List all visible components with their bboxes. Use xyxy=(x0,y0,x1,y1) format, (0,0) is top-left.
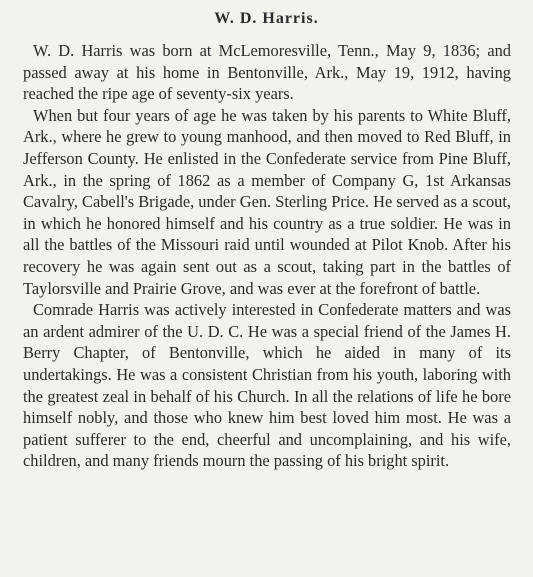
article-body xyxy=(23,40,511,472)
article-title: W. D. Harris. xyxy=(214,10,319,27)
paragraph-birth-death: W. D. Harris was born at McLemoresville, Tenn., May 9, 1836; and passed away at his home in Bentonville, Ark., May 19, 1912, having reached the ripe age of seventy-six years. xyxy=(23,41,511,104)
paragraph-character: Comrade Harris was actively interested in Confederate matters and was an ardent admirer of the U. D. C. He was a special friend of the James H. Berry Chapter, of Bentonville, which he aided in many of its undertakings. He was a consistent Christian from his youth, laboring with the greatest zeal in behalf of his Church. In all the relations of life he bore himself nobly, and those who knew him best loved him most. He was a patient sufferer to the end, cheerful and uncomplaining, and his wife, children, and many friends mourn the passing of his bright spirit. xyxy=(23,300,511,471)
paragraph-military-service: When but four years of age he was taken by his parents to White Bluff, Ark., where he grew to young manhood, and then moved to Red Bluff, in Jefferson County. He enlisted in the Confederate service from Pine Bluff, Ark., in the spring of 1862 as a member of Company G, 1st Arkansas Cavalry, Cabell's Brigade, under Gen. Sterling Price. He served as a scout, in which he honored himself and his country as a true soldier. He was in all the battles of the Missouri raid until wounded at Pilot Knob. After his recovery he was again sent out as a scout, taking part in the battles of Taylorsville and Prairie Grove, and was ever at the forefront of battle. xyxy=(23,105,512,298)
